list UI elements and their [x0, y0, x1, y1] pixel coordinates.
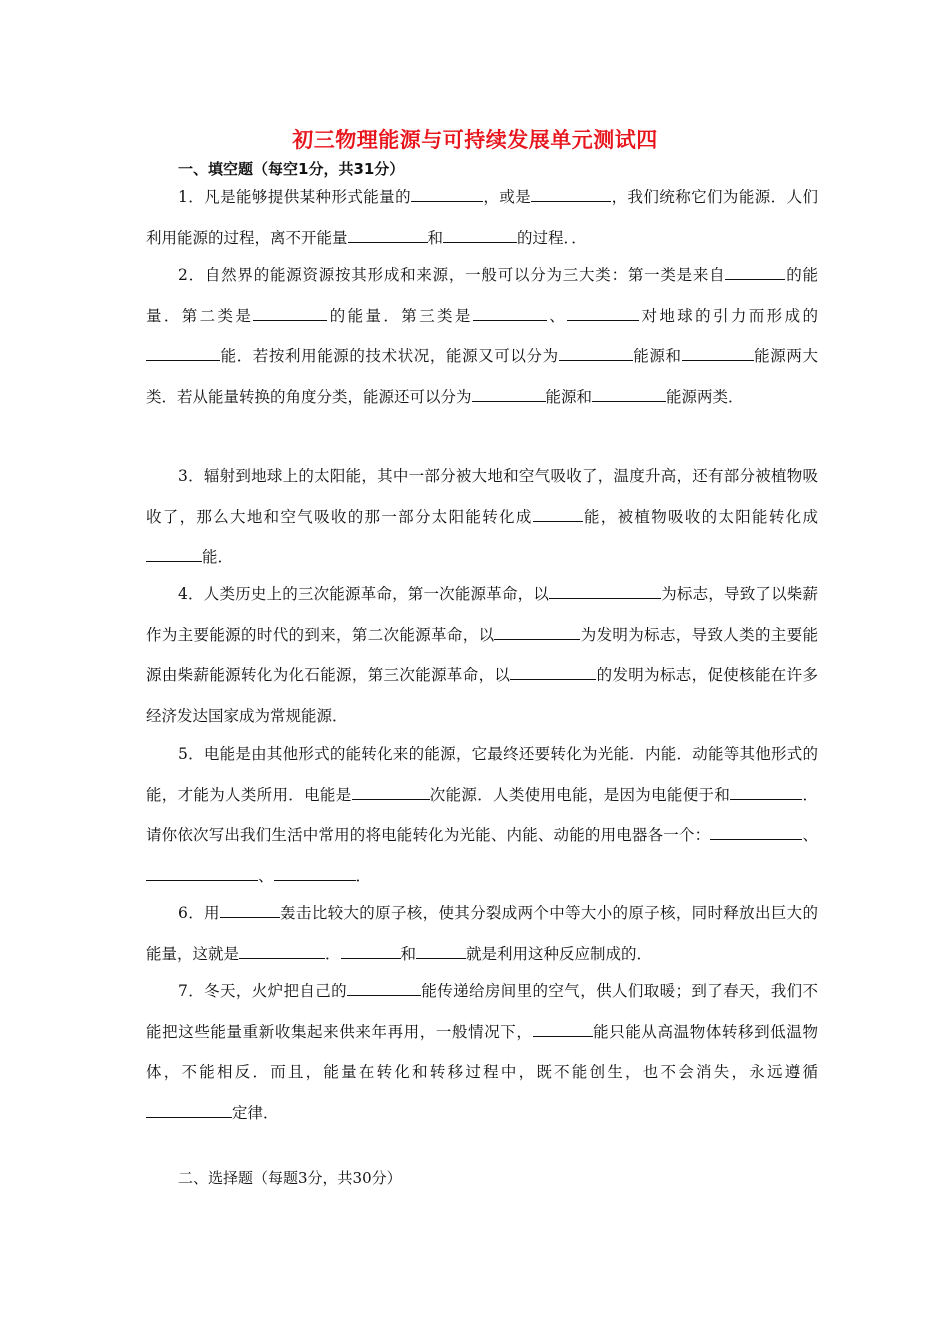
answer-blank[interactable] [220, 903, 280, 918]
answer-blank[interactable] [253, 306, 327, 321]
answer-blank[interactable] [341, 944, 401, 959]
answer-blank[interactable] [274, 866, 356, 881]
section-multiple-choice-heading: 二、选择题（每题3分，共30分） [178, 1169, 402, 1187]
answer-blank[interactable] [352, 785, 430, 800]
answer-blank[interactable] [533, 1022, 593, 1037]
question-5: 5．电能是由其他形式的能转化来的能源，它最终还要转化为光能．内能．动能等其他形式的能，才能为人类所用．电能是 次能源．人类使用电能，是因为电能便于和 ．请你依次写出我们生活中常用的将电能转化为光能、内能、动能的用电器各一个： 、、 ． [146, 745, 818, 885]
answer-blank[interactable] [533, 507, 583, 522]
page-title: 初三物理能源与可持续发展单元测试四 [292, 128, 658, 152]
question-7: 7．冬天，火炉把自己的 能传递给房间里的空气，供人们取暖；到了春天，我们不能把这些能量重新收集起来供来年再用，一般情况下， 能只能从高温物体转移到低温物体，不能相反．而且，能量在转化和转移过程中，既不能创生，也不会消失，永远遵循定律． [146, 982, 818, 1122]
answer-blank[interactable] [567, 306, 639, 321]
answer-blank[interactable] [549, 584, 661, 599]
answer-blank[interactable] [146, 866, 258, 881]
answer-blank[interactable] [730, 785, 802, 800]
answer-blank[interactable] [473, 306, 547, 321]
answer-blank[interactable] [531, 187, 611, 202]
answer-blank[interactable] [510, 665, 596, 680]
question-3: 3．辐射到地球上的太阳能，其中一部分被大地和空气吸收了，温度升高，还有部分被植物吸收了，那么大地和空气吸收的那一部分太阳能转化成 能，被植物吸收的太阳能转化成能． [146, 467, 818, 566]
answer-blank[interactable] [416, 944, 466, 959]
answer-blank[interactable] [725, 265, 785, 280]
answer-blank[interactable] [411, 187, 483, 202]
answer-blank[interactable] [146, 346, 220, 361]
answer-blank[interactable] [710, 825, 802, 840]
answer-blank[interactable] [146, 1103, 232, 1118]
section-fill-in-heading: 一、填空题（每空1分，共31分） [178, 160, 405, 178]
answer-blank[interactable] [494, 625, 580, 640]
answer-blank[interactable] [348, 228, 428, 243]
question-1: 1．凡是能够提供某种形式能量的 ，或是 ，我们统称它们为能源．人们利用能源的过程，离不开能量 和 的过程．． [146, 188, 818, 247]
answer-blank[interactable] [347, 981, 421, 996]
question-4: 4．人类历史上的三次能源革命，第一次能源革命，以 为标志，导致了以柴薪作为主要能源的时代的到来，第二次能源革命，以 为发明为标志，导致人类的主要能源由柴薪能源转化为化石能源，第三次能源革命，以 的发明为标志，促使核能在许多经济发达国家成为常规能源． [146, 585, 818, 725]
answer-blank[interactable] [592, 387, 666, 402]
question-6: 6．用 轰击比较大的原子核，使其分裂成两个中等大小的原子核，同时释放出巨大的能量，这就是 ． 和 就是利用这种反应制成的． [146, 904, 818, 963]
question-2: 2．自然界的能源资源按其形成和来源，一般可以分为三大类：第一类是来自 的能量．第二类是 的能量．第三类是 、 对地球的引力而形成的能．若按利用能源的技术状况，能源又可以分为 能源和 能源两大类．若从能量转换的角度分类，能源还可以分为 能源和 能源两类． [146, 266, 818, 406]
answer-blank[interactable] [443, 228, 517, 243]
answer-blank[interactable] [682, 346, 754, 361]
answer-blank[interactable] [472, 387, 546, 402]
answer-blank[interactable] [239, 944, 325, 959]
answer-blank[interactable] [559, 346, 633, 361]
answer-blank[interactable] [146, 547, 202, 562]
